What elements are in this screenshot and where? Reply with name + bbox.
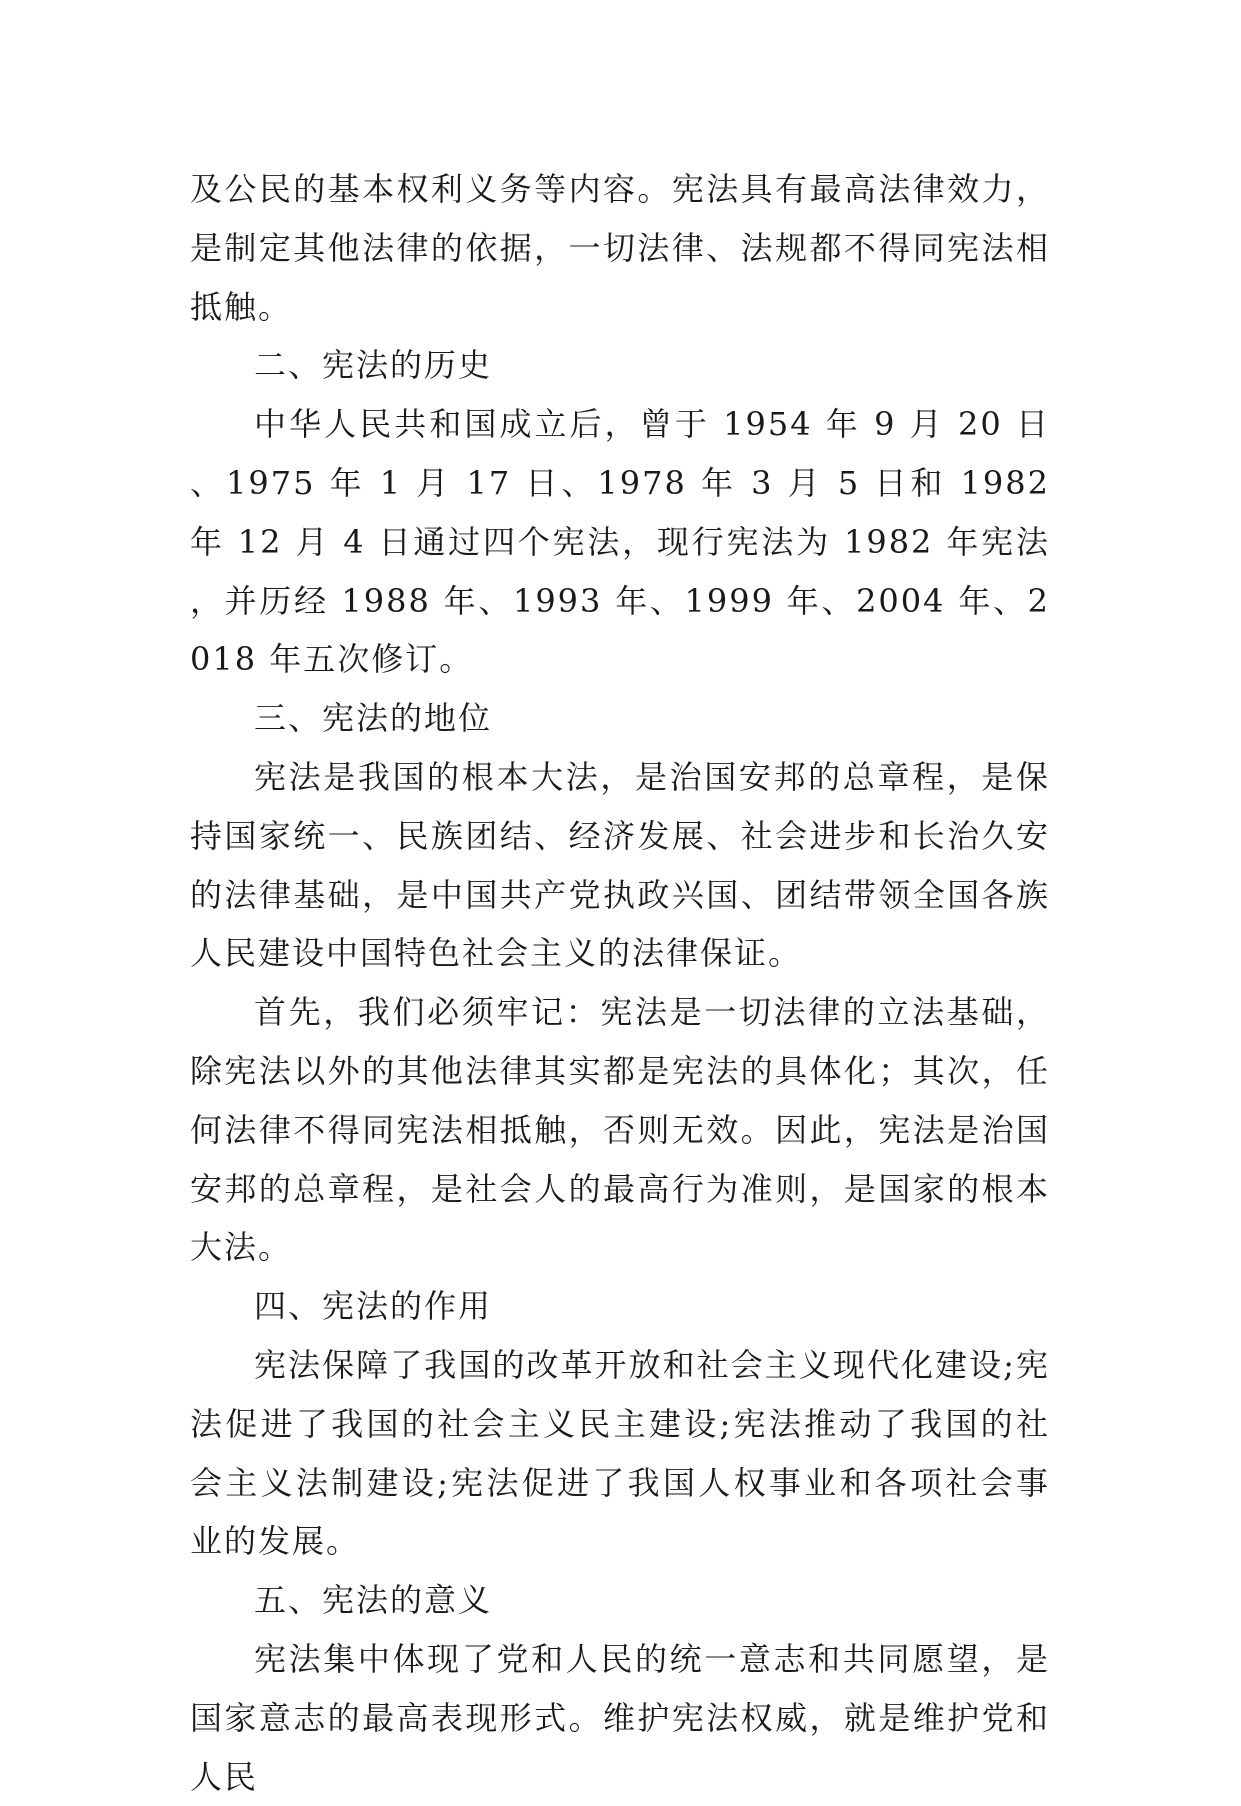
paragraph-history: 中华人民共和国成立后，曾于 1954 年 9 月 20 日、1975 年 1 月 17 日、1978 年 3 月 5 日和 1982 年 12 月 4 日通过四个宪法，现行宪法为 1982 年宪法，并历经 1988 年、1993 年、1999 年、2004 年、2018 年五次修订。: [190, 405, 1050, 679]
paragraph-significance: 宪法集中体现了党和人民的统一意志和共同愿望，是国家意志的最高表现形式。维护宪法权威，就是维护党和人民: [190, 1639, 1050, 1796]
paragraph-role: 宪法保障了我国的改革开放和社会主义现代化建设;宪法促进了我国的社会主义民主建设;宪法推动了我国的社会主义法制建设;宪法促进了我国人权事业和各项社会事业的发展。: [190, 1345, 1050, 1561]
section-heading-history: 二、宪法的历史: [254, 346, 493, 385]
paragraph-status-detail: 首先，我们必须牢记：宪法是一切法律的立法基础，除宪法以外的其他法律其实都是宪法的具体化；其次，任何法律不得同宪法相抵触，否则无效。因此，宪法是治国安邦的总章程，是社会人的最高行为准则，是国家的根本大法。: [190, 993, 1050, 1267]
section-heading-role: 四、宪法的作用: [254, 1287, 493, 1326]
paragraph-continuation: 及公民的基本权利义务等内容。宪法具有最高法律效力，是制定其他法律的依据，一切法律、法规都不得同宪法相抵触。: [190, 170, 1050, 326]
document-page: [190, 160, 1050, 1806]
section-heading-significance: 五、宪法的意义: [254, 1581, 493, 1620]
section-heading-status: 三、宪法的地位: [254, 699, 493, 738]
paragraph-status: 宪法是我国的根本大法，是治国安邦的总章程，是保持国家统一、民族团结、经济发展、社会进步和长治久安的法律基础，是中国共产党执政兴国、团结带领全国各族人民建设中国特色社会主义的法律保证。: [190, 757, 1050, 973]
